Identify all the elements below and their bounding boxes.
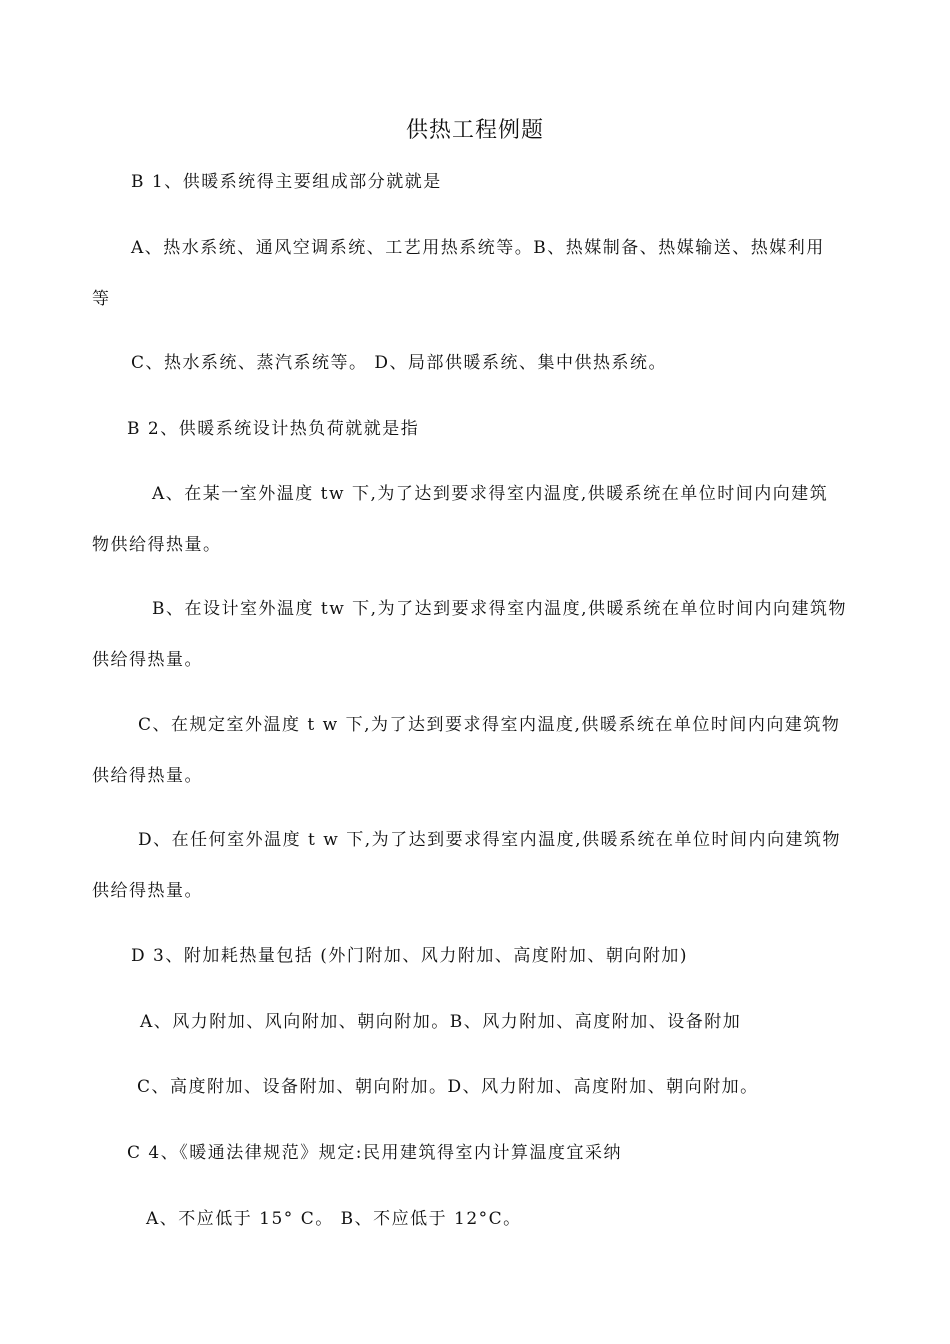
question-2-option-b: B、在设计室外温度 tw 下,为了达到要求得室内温度,供暖系统在单位时间内向建筑物 xyxy=(152,599,847,619)
question-2-option-a: A、在某一室外温度 tw 下,为了达到要求得室内温度,供暖系统在单位时间内向建筑 xyxy=(152,484,829,504)
question-1-stem: B 1、供暖系统得主要组成部分就就是 xyxy=(131,172,442,192)
question-1-options-ab-continued: 等 xyxy=(92,289,111,309)
question-2-option-d: D、在任何室外温度 t w 下,为了达到要求得室内温度,供暖系统在单位时间内向建筑物 xyxy=(138,830,842,850)
question-2-option-d-continued: 供给得热量。 xyxy=(92,881,203,901)
question-4-options-ab: A、不应低于 15° C。 B、不应低于 12°C。 xyxy=(146,1209,522,1229)
question-4-stem: C 4、《暖通法律规范》规定:民用建筑得室内计算温度宜采纳 xyxy=(127,1143,622,1163)
question-2-option-c-continued: 供给得热量。 xyxy=(92,766,203,786)
question-2-stem: B 2、供暖系统设计热负荷就就是指 xyxy=(127,419,420,439)
question-3-options-ab: A、风力附加、风向附加、朝向附加。B、风力附加、高度附加、设备附加 xyxy=(140,1012,742,1032)
question-1-options-cd: C、热水系统、蒸汽系统等。 D、局部供暖系统、集中供热系统。 xyxy=(131,353,668,373)
document-title: 供热工程例题 xyxy=(405,118,544,143)
question-3-options-cd: C、高度附加、设备附加、朝向附加。D、风力附加、高度附加、朝向附加。 xyxy=(137,1077,759,1097)
question-3-stem: D 3、附加耗热量包括 (外门附加、风力附加、高度附加、朝向附加) xyxy=(131,946,689,966)
question-2-option-a-continued: 物供给得热量。 xyxy=(92,535,222,555)
question-1-options-ab: A、热水系统、通风空调系统、工艺用热系统等。B、热媒制备、热媒输送、热媒利用 xyxy=(131,238,825,258)
question-2-option-c: C、在规定室外温度 t w 下,为了达到要求得室内温度,供暖系统在单位时间内向建筑物 xyxy=(138,715,841,735)
question-2-option-b-continued: 供给得热量。 xyxy=(92,650,203,670)
